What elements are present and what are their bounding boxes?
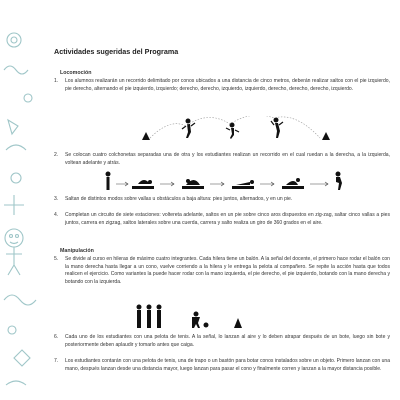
document-page (54, 0, 392, 400)
jumping-figures-illustration (136, 116, 336, 142)
section-heading-manipulacion: Manipulación (60, 248, 94, 254)
activity-item (54, 196, 390, 204)
activity-item (54, 256, 390, 286)
item-number: 1. (54, 78, 59, 84)
activity-item (54, 152, 390, 167)
section-heading-locomocion: Locomoción (60, 70, 92, 76)
rolling-figures-illustration (102, 170, 362, 192)
activity-item (54, 212, 390, 227)
item-text: Los alumnos realizarán un recorrido delimitado por conos ubicados a una distancia de cinco metros, deberán realizar saltos con el pie izquierdo, pie derecho, alternando el pie izquierdo, izquierdo; derecho, derecho, izquierdo, izquierdo, derecho, derecho, derecho, izquierdo. (65, 78, 390, 92)
item-text: Completan un circuito de siete estaciones: voltereta adelante, saltos en un pie sobre cinco aros dispuestos en zig-zag, saltar cinco vallas a pies juntos, carrera en zigzag, saltos laterales sobre una cuerda, carrera y salto realiza un giro de 360 grados en el aire. (65, 212, 390, 226)
item-number: 5. (54, 256, 59, 262)
item-number: 4. (54, 212, 59, 218)
activity-item (54, 78, 390, 93)
page-title: Actividades sugeridas del Programa (54, 47, 179, 56)
item-number: 6. (54, 334, 59, 340)
item-number: 3. (54, 196, 59, 202)
item-text: Los estudiantes contarán con una pelota de tenis, una de trapo o un bastón para botar conos instalados sobre un objeto. Primero lanzan con una mano, después lanzan desde una distancia mayor, luego lanzan para pasar el cono y finalmente corren y lanzan a la mayor distancia posible. (65, 358, 390, 372)
item-text: Cada uno de los estudiantes con una pelota de tenis. A la señal, lo lanzan al aire y lo deben atrapar después de un bote, luego sin bote y posteriormente deben aplaudir y tomarlo antes que caiga. (65, 334, 390, 348)
item-number: 7. (54, 358, 59, 364)
item-number: 2. (54, 152, 59, 158)
activity-item (54, 358, 390, 373)
item-text: Se colocan cuatro colchonetas separadas una de otra y los estudiantes realizan un recorrido en el cual ruedan a la derecha, a la izquierda, voltean adelante y atrás. (65, 152, 390, 166)
item-text: Se divide al curso en hileras de máximo cuatro integrantes. Cada hilera tiene un balón. A la señal del docente, el primero hace rodar el balón con la mano derecha hasta llegar a un cono, vuelve corriendo a la hilera y le entrega la pelota al compañero. Se repite la acción hasta que todos realicen el ejercicio. Como variantes la puede hacer rodar con la mano izquierda, el pie derecho, el pie izquierdo, botando con la mano derecha y botando con la izquierda. (65, 256, 390, 285)
item-text: Saltan de distintos modos sobre vallas u obstáculos a baja altura: pies juntos, alternados, y en un pie. (65, 196, 293, 202)
activity-item (54, 334, 390, 349)
margin-doodle-decoration (0, 0, 46, 400)
ball-rolling-illustration (134, 304, 254, 330)
